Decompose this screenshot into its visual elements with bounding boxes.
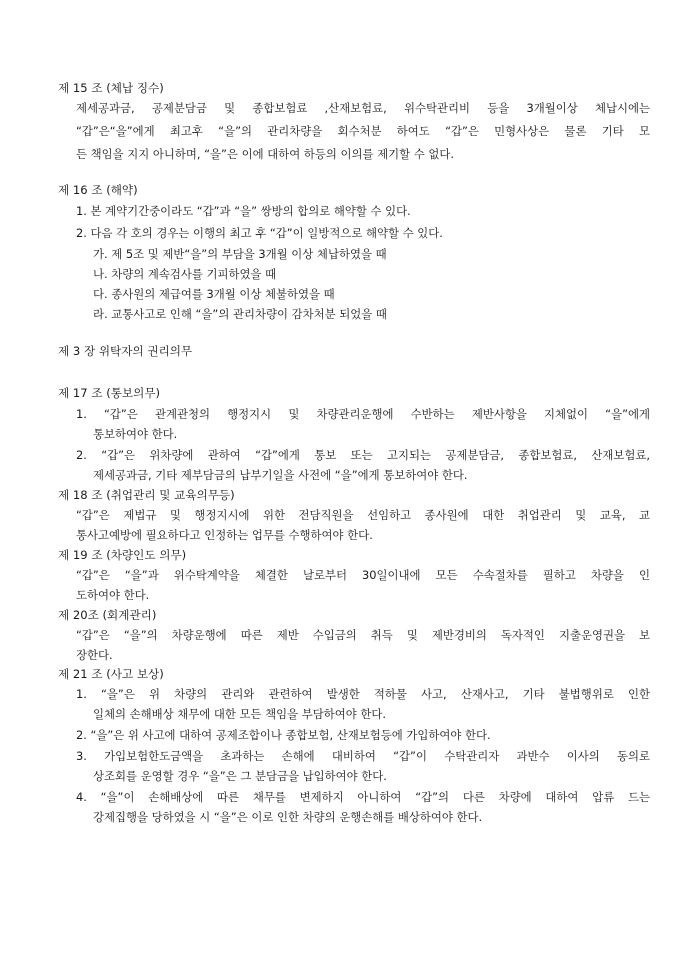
article-17-item-2-line-2: 제세공과금, 기타 제부담금의 납부기일을 사전에 “을”에게 통보하여야 한다.	[93, 468, 468, 482]
article-18-line-2: 통사고예방에 필요하다고 인정하는 업무를 수행하여야 한다.	[76, 528, 373, 542]
article-16-item-1: 1. 본 계약기간중이라도 “갑”과 “을” 쌍방의 합의로 해약할 수 있다.	[76, 204, 411, 218]
article-16-heading: 제 16 조 (해약)	[58, 183, 138, 197]
article-21-item-4-line-1: 4. “을”이 손해배상에 따른 채무를 변제하지 아니하여 “갑”의 다른 차량에 대하여 압류 드는	[76, 790, 650, 804]
chapter-3-heading: 제 3 장 위탁자의 권리의무	[58, 344, 193, 358]
article-19-line-2: 도하여야 한다.	[76, 588, 150, 602]
article-21-heading: 제 21 조 (사고 보상)	[58, 667, 164, 681]
article-21-item-3-line-1: 3. 가입보험한도금액을 초과하는 손해에 대비하여 “갑”이 수탁관리자 과반수 이사의 동의로	[76, 749, 650, 763]
article-21-item-3-line-2: 상조회를 운영할 경우 “을”은 그 분담금을 납입하여야 한다.	[93, 769, 387, 783]
article-19-heading: 제 19 조 (차량인도 의무)	[58, 548, 187, 562]
article-17-item-2-line-1: 2. “갑”은 위차량에 관하여 “갑”에게 통보 또는 고지되는 공제분담금, 종합보험료, 산재보험료,	[76, 448, 650, 462]
article-16-subitem-na: 나. 차량의 계속검사를 기피하였을 때	[93, 267, 277, 281]
article-18-line-1: “갑”은 제법규 및 행정지시에 위한 전담직원을 선임하고 종사원에 대한 취업관리 및 교육, 교	[76, 508, 650, 522]
article-21-item-1-line-2: 일체의 손해배상 채무에 대한 모든 책임을 부담하여야 한다.	[93, 707, 387, 721]
article-19-line-1: “갑”은 “을”과 위수탁계약을 체결한 날로부터 30일이내에 모든 수속절차를 필하고 차량을 인	[76, 568, 650, 582]
article-21-item-4-line-2: 강제집행을 당하였을 시 “을”은 이로 인한 차량의 운행손해를 배상하여야 한다.	[93, 810, 483, 824]
article-16-item-2: 2. 다음 각 호의 경우는 이행의 최고 후 “갑”이 일방적으로 해약할 수 있다.	[76, 226, 443, 240]
article-15-line-1: 제세공과금, 공제분담금 및 종합보험료 ,산재보험료, 위수탁관리비 등을 3개월이상 체납시에는	[76, 101, 650, 115]
article-20-line-1: “갑”은 “을”의 차량운행에 따른 제반 수입금의 취득 및 제반경비의 독자적인 지출운영권을 보	[76, 628, 650, 642]
article-20-line-2: 장한다.	[76, 648, 113, 662]
article-16-subitem-da: 다. 종사원의 제급여를 3개월 이상 체불하였을 때	[93, 287, 335, 301]
article-17-heading: 제 17 조 (통보의무)	[58, 386, 161, 400]
article-18-heading: 제 18 조 (취업관리 및 교육의무등)	[58, 488, 235, 502]
article-17-item-1-line-2: 통보하여야 한다.	[93, 427, 178, 441]
article-16-subitem-ra: 라. 교통사고로 인해 “을”의 관리차량이 감차처분 되었을 때	[93, 307, 387, 321]
article-15-line-3: 든 책임을 지지 아니하며, “을”은 이에 대하여 하등의 이의를 제기할 수 없다.	[76, 147, 454, 161]
article-21-item-1-line-1: 1. “을”은 위 차량의 관리와 관련하여 발생한 적하물 사고, 산재사고, 기타 불법행위로 인한	[76, 687, 650, 701]
article-17-item-1-line-1: 1. “갑”은 관계관청의 행정지시 및 차량관리운행에 수반하는 제반사항을 지체없이 “을”에게	[76, 407, 650, 421]
article-15-line-2: “갑”은“을”에게 최고후 “을”의 관리차량을 회수처분 하여도 “갑”은 민형사상은 물론 기타 모	[76, 124, 650, 138]
article-20-heading: 제 20조 (회계관리)	[58, 608, 157, 622]
article-16-subitem-ga: 가. 제 5조 및 제반“을”의 부담을 3개월 이상 체납하였을 때	[93, 247, 387, 261]
article-15-heading: 제 15 조 (체납 징수)	[58, 81, 164, 95]
article-21-item-2-line-1: 2. “을”은 위 사고에 대하여 공제조합이나 종합보험, 산재보험등에 가입하여야 한다.	[76, 728, 491, 742]
